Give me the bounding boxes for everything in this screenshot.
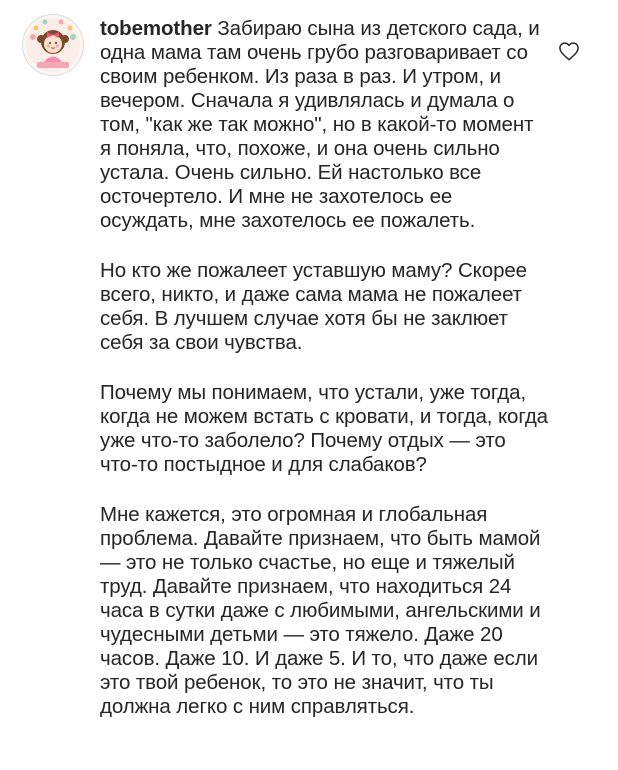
comment-paragraph-4: Мне кажется, это огромная и глобальная проблема. Давайте признаем, что быть мамой — это не только счастье, но еще и тяжелый труд. Давайте признаем, что находиться 24 часа в сутки даже с любимыми, ангельскими и чудесными детьми — это тяжело. Даже 20 часов. Даже 10. И даже 5. И то, что даже если это твой ребенок, то это не значит, что ты должна легко с ним справляться. [100,503,541,718]
user-avatar[interactable] [22,14,84,76]
avatar-illustration-icon [23,15,83,75]
comment-body [100,17,548,745]
comment-paragraph-2: Но кто же пожалеет уставшую маму? Скорее всего, никто, и даже сама мама не пожалеет себя. В лучшем случае хотя бы не заклюет себя за свои чувства. [100,259,527,354]
comment-text-1: Забираю сына из детского сада, и одна мама там очень грубо разговаривает со своим ребенком. Из раза в раз. И утром, и вечером. Сначала я удивлялась и думала о том, "как же так можно", но в какой-то момент я поняла, что, похоже, и она очень сильно устала. Очень сильно. Ей настолько все осточертело. И мне не захотелось ее осуждать, мне захотелось ее пожалеть. [100,17,540,232]
heart-outline-icon[interactable] [558,41,580,61]
comment-paragraph-1 [100,17,548,233]
comment-paragraph-3: Почему мы понимаем, что устали, уже тогда, когда не можем встать с кровати, и тогда, когда уже что-то заболело? Почему отдых — это что-то постыдное и для слабаков? [100,381,548,476]
comment-username[interactable]: tobemother [100,17,212,40]
